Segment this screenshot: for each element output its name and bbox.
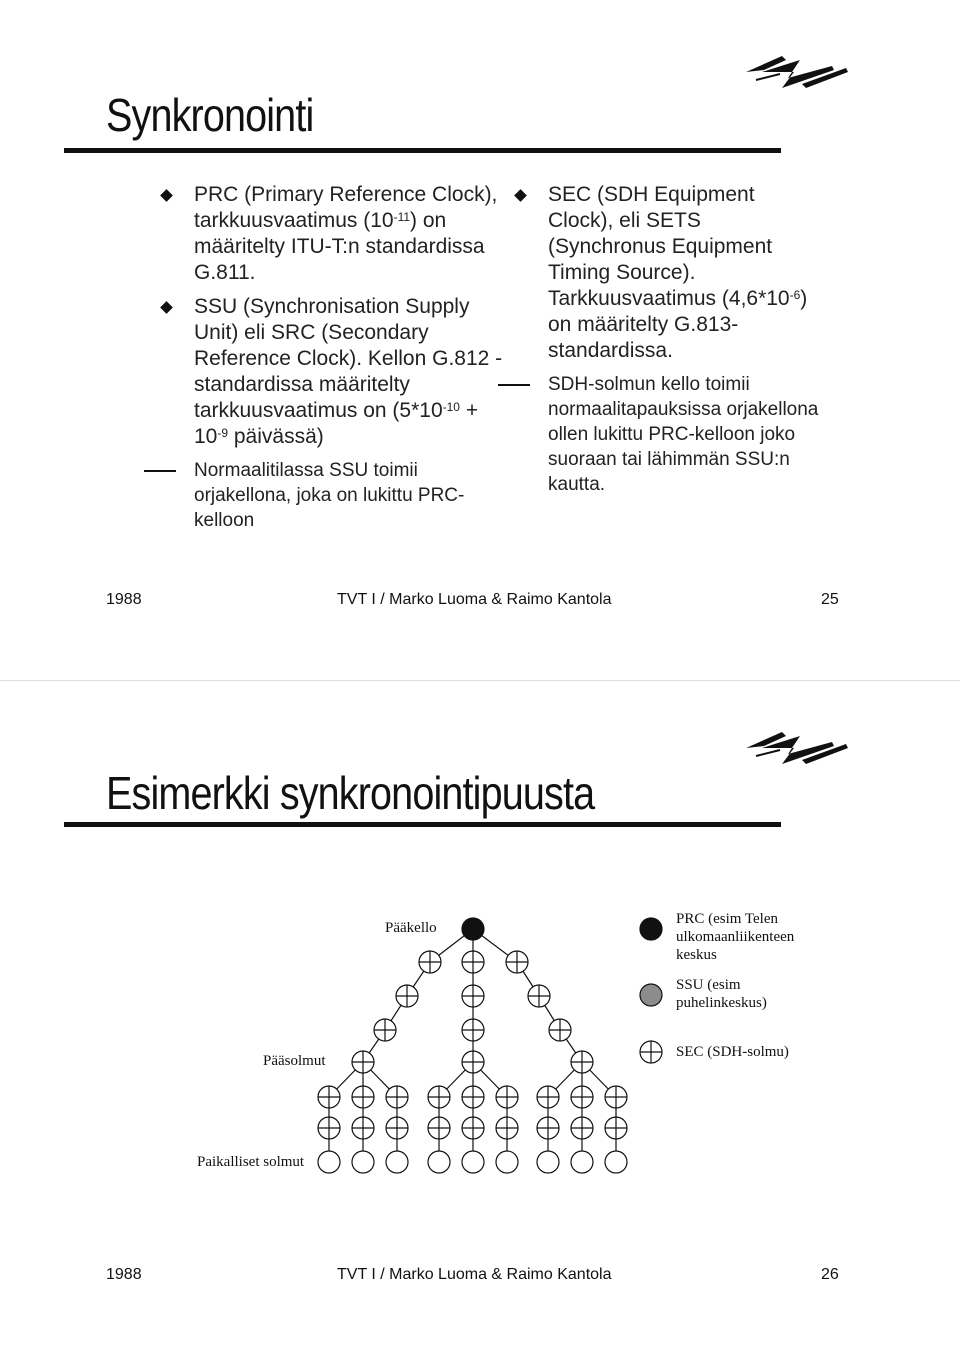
diamond-bullet-icon — [160, 301, 173, 314]
sec-node-icon — [462, 1117, 484, 1139]
page-divider — [0, 680, 960, 681]
sec-node-icon — [506, 951, 528, 973]
footer-year: 1988 — [106, 1266, 142, 1283]
sec-node-icon — [318, 1117, 340, 1139]
sec-node-icon — [396, 985, 418, 1007]
sec-node-icon — [605, 1117, 627, 1139]
local-node-icon — [386, 1151, 408, 1173]
local-node-icon — [605, 1151, 627, 1173]
right-column — [514, 182, 824, 497]
sec-node-icon — [571, 1051, 593, 1073]
legend-sec-icon — [638, 1039, 664, 1065]
fast-arrow-logo-icon — [742, 726, 852, 770]
sec-node-icon — [496, 1086, 518, 1108]
local-node-icon — [496, 1151, 518, 1173]
legend-prc-icon — [638, 916, 664, 942]
sec-node-icon — [549, 1019, 571, 1041]
slide-title: Esimerkki synkronointipuusta — [106, 767, 595, 819]
title-underline — [64, 148, 781, 153]
legend-ssu-icon — [638, 982, 664, 1008]
title-underline — [64, 822, 781, 827]
diamond-bullet-icon — [514, 189, 527, 202]
sec-node-icon — [528, 985, 550, 1007]
master-clock-label: Pääkello — [385, 920, 437, 936]
sec-node-icon — [462, 1051, 484, 1073]
sec-node-icon — [352, 1086, 374, 1108]
left-column — [160, 182, 505, 533]
main-nodes-label: Pääsolmut — [263, 1053, 326, 1069]
synchronization-tree — [0, 900, 960, 1190]
sec-node-icon — [318, 1086, 340, 1108]
local-node-icon — [571, 1151, 593, 1173]
bullet-sec: SEC (SDH Equipment Clock), eli SETS (Synchronus Equipment Timing Source). Tarkkuusvaatimus $(4,6*10^{-6})$ on määritelty G.813-standardissa. — [514, 182, 824, 364]
local-node-icon — [462, 1151, 484, 1173]
sec-node-icon — [496, 1117, 518, 1139]
sec-node-icon — [537, 1117, 559, 1139]
diamond-bullet-icon — [160, 189, 173, 202]
footer-authors: TVT I / Marko Luoma & Raimo Kantola — [337, 1266, 612, 1283]
dash-bullet-icon — [144, 470, 176, 472]
sec-node-icon — [462, 951, 484, 973]
fast-arrow-logo-icon — [742, 50, 852, 94]
sec-node-icon — [428, 1086, 450, 1108]
sec-node-icon — [462, 985, 484, 1007]
sec-node-icon — [352, 1051, 374, 1073]
local-node-icon — [428, 1151, 450, 1173]
sec-node-icon — [386, 1117, 408, 1139]
sec-node-icon — [462, 1086, 484, 1108]
dash-bullet-icon — [498, 384, 530, 386]
legend-prc-text: PRC (esim Telen ulkomaanliikenteen keskus — [676, 911, 795, 963]
sec-node-icon — [374, 1019, 396, 1041]
local-node-icon — [318, 1151, 340, 1173]
sec-node-icon — [386, 1086, 408, 1108]
sec-node-icon — [462, 1019, 484, 1041]
local-node-icon — [537, 1151, 559, 1173]
bullet-prc: PRC (Primary Reference Clock), tarkkuusvaatimus $(10^{-11})$ on määritelty ITU-T:n standardissa G.811. — [160, 182, 505, 286]
footer-page-number: 25 — [821, 591, 839, 608]
sec-node-icon — [352, 1117, 374, 1139]
footer-year: 1988 — [106, 591, 142, 608]
sec-node-icon — [571, 1117, 593, 1139]
sec-node-icon — [419, 951, 441, 973]
local-nodes-label: Paikalliset solmut — [197, 1154, 305, 1170]
sec-node-icon — [571, 1086, 593, 1108]
slide-title: Synkronointi — [106, 89, 314, 141]
footer-page-number: 26 — [821, 1266, 839, 1283]
footer-authors: TVT I / Marko Luoma & Raimo Kantola — [337, 591, 612, 608]
local-node-icon — [352, 1151, 374, 1173]
sec-node-icon — [605, 1086, 627, 1108]
legend-sec-text: SEC (SDH-solmu) — [676, 1044, 789, 1060]
bullet-ssu: SSU (Synchronisation Supply Unit) eli SRC (Secondary Reference Clock). Kellon G.812 - standardissa määritelty tarkkuusvaatimus on ($5*10^{-10} + 10^{-9}$ päivässä) — [160, 294, 505, 450]
sub-bullet-ssu: Normaalitilassa SSU toimii orjakellona, joka on lukittu PRC-kelloon — [136, 458, 505, 533]
sec-node-icon — [537, 1086, 559, 1108]
prc-node-icon — [462, 918, 484, 940]
legend-ssu-text: SSU (esim puhelinkeskus) — [676, 977, 767, 1011]
sub-bullet-sec: SDH-solmun kello toimii normaalitapauksissa orjakellona ollen lukittu PRC-kelloon joko suoraan tai lähimmän SSU:n kautta. — [490, 372, 824, 497]
sec-node-icon — [428, 1117, 450, 1139]
